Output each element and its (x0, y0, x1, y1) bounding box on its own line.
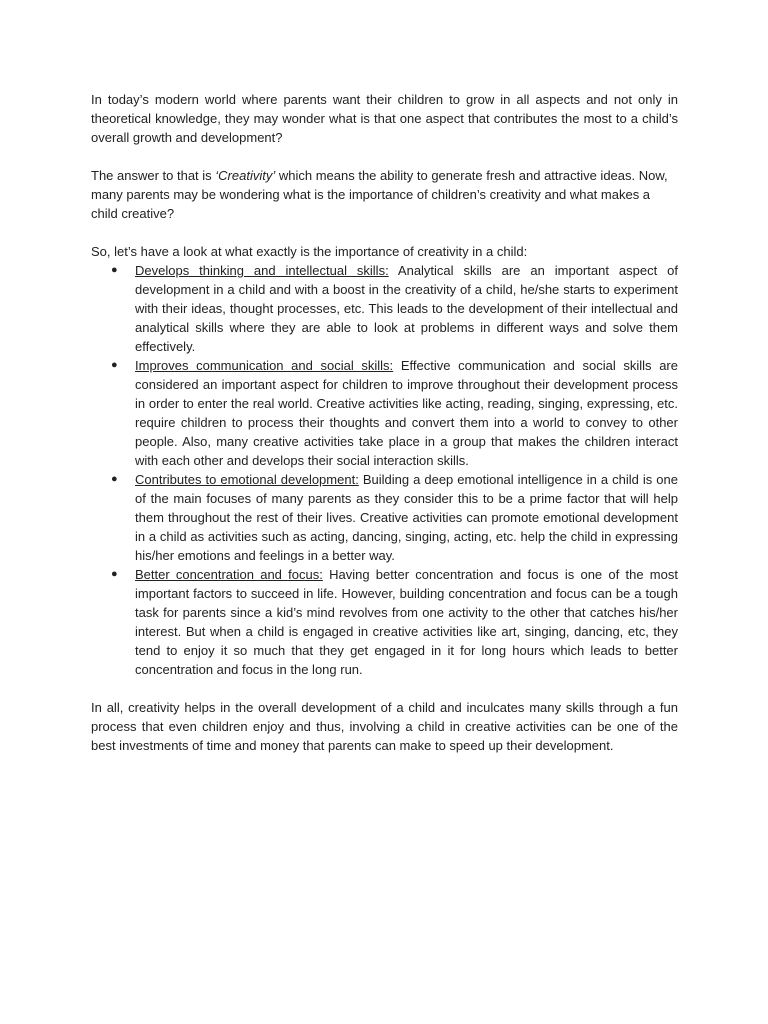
answer-paragraph (91, 166, 678, 223)
list-intro: So, let’s have a look at what exactly is the importance of creativity in a child: (91, 244, 528, 259)
point-heading: Better concentration and focus: (135, 567, 323, 582)
list-item (91, 565, 678, 679)
point-text: Analytical skills are an important aspect of development in a child and with a boost in the creativity of a child, he/she starts to experiment with their ideas, thought processes, etc. This leads to the development of their intellectual and analytical skills where they are able to look at problems in different ways and solve them effectively. (135, 263, 678, 354)
intro-paragraph: In today’s modern world where parents want their children to grow in all aspects and not only in theoretical knowledge, they may wonder what is that one aspect that contributes the most to a child’s overall growth and development? (91, 92, 678, 145)
importance-list (91, 261, 678, 679)
point-heading: Improves communication and social skills: (135, 358, 394, 373)
bullet-icon: ● (111, 264, 118, 276)
answer-text-after: which means the ability to generate fresh and attractive ideas. Now, many parents may be wondering what is the importance of children’s creativity and what makes a child creative? (91, 168, 668, 221)
point-text: Building a deep emotional intelligence in a child is one of the main focuses of many parents as they consider this to be a prime factor that will help them throughout the rest of their lives. Creative activities can promote emotional development in a child as activities such as acting, dancing, singing, acting, etc. help the child in expressing his/her emotions and feelings in a better way. (135, 472, 678, 563)
conclusion-paragraph: In all, creativity helps in the overall development of a child and inculcates many skills through a fun process that even children enjoy and thus, involving a child in creative activities can be one of the best investments of time and money that parents can make to speed up their development. (91, 700, 678, 753)
point-text: Having better concentration and focus is one of the most important factors to succeed in life. However, building concentration and focus can be a tough task for parents since a kid’s mind revolves from one activity to the other that catches his/her interest. But when a child is engaged in creative activities like art, singing, dancing, etc, they tend to enjoy it so much that they get engaged in it for long hours which leads to better concentration and focus in the long run. (135, 567, 678, 677)
list-item (91, 261, 678, 356)
bullet-icon: ● (111, 568, 118, 580)
list-item (91, 470, 678, 565)
document-body (91, 90, 678, 774)
list-item (91, 356, 678, 470)
point-heading: Contributes to emotional development: (135, 472, 359, 487)
point-heading: Develops thinking and intellectual skills: (135, 263, 389, 278)
creativity-emphasis: ‘Creativity’ (215, 168, 276, 183)
bullet-icon: ● (111, 473, 118, 485)
point-text: Effective communication and social skills are considered an important aspect for children to improve throughout their development process in order to enter the real world. Creative activities like acting, reading, singing, expressing, etc. require children to process their thoughts and convert them into a world to convey to other people. Also, many creative activities take place in a group that makes the children interact with each other and develops their social interaction skills. (135, 358, 678, 468)
answer-text-before: The answer to that is (91, 168, 216, 183)
bullet-icon: ● (111, 359, 118, 371)
